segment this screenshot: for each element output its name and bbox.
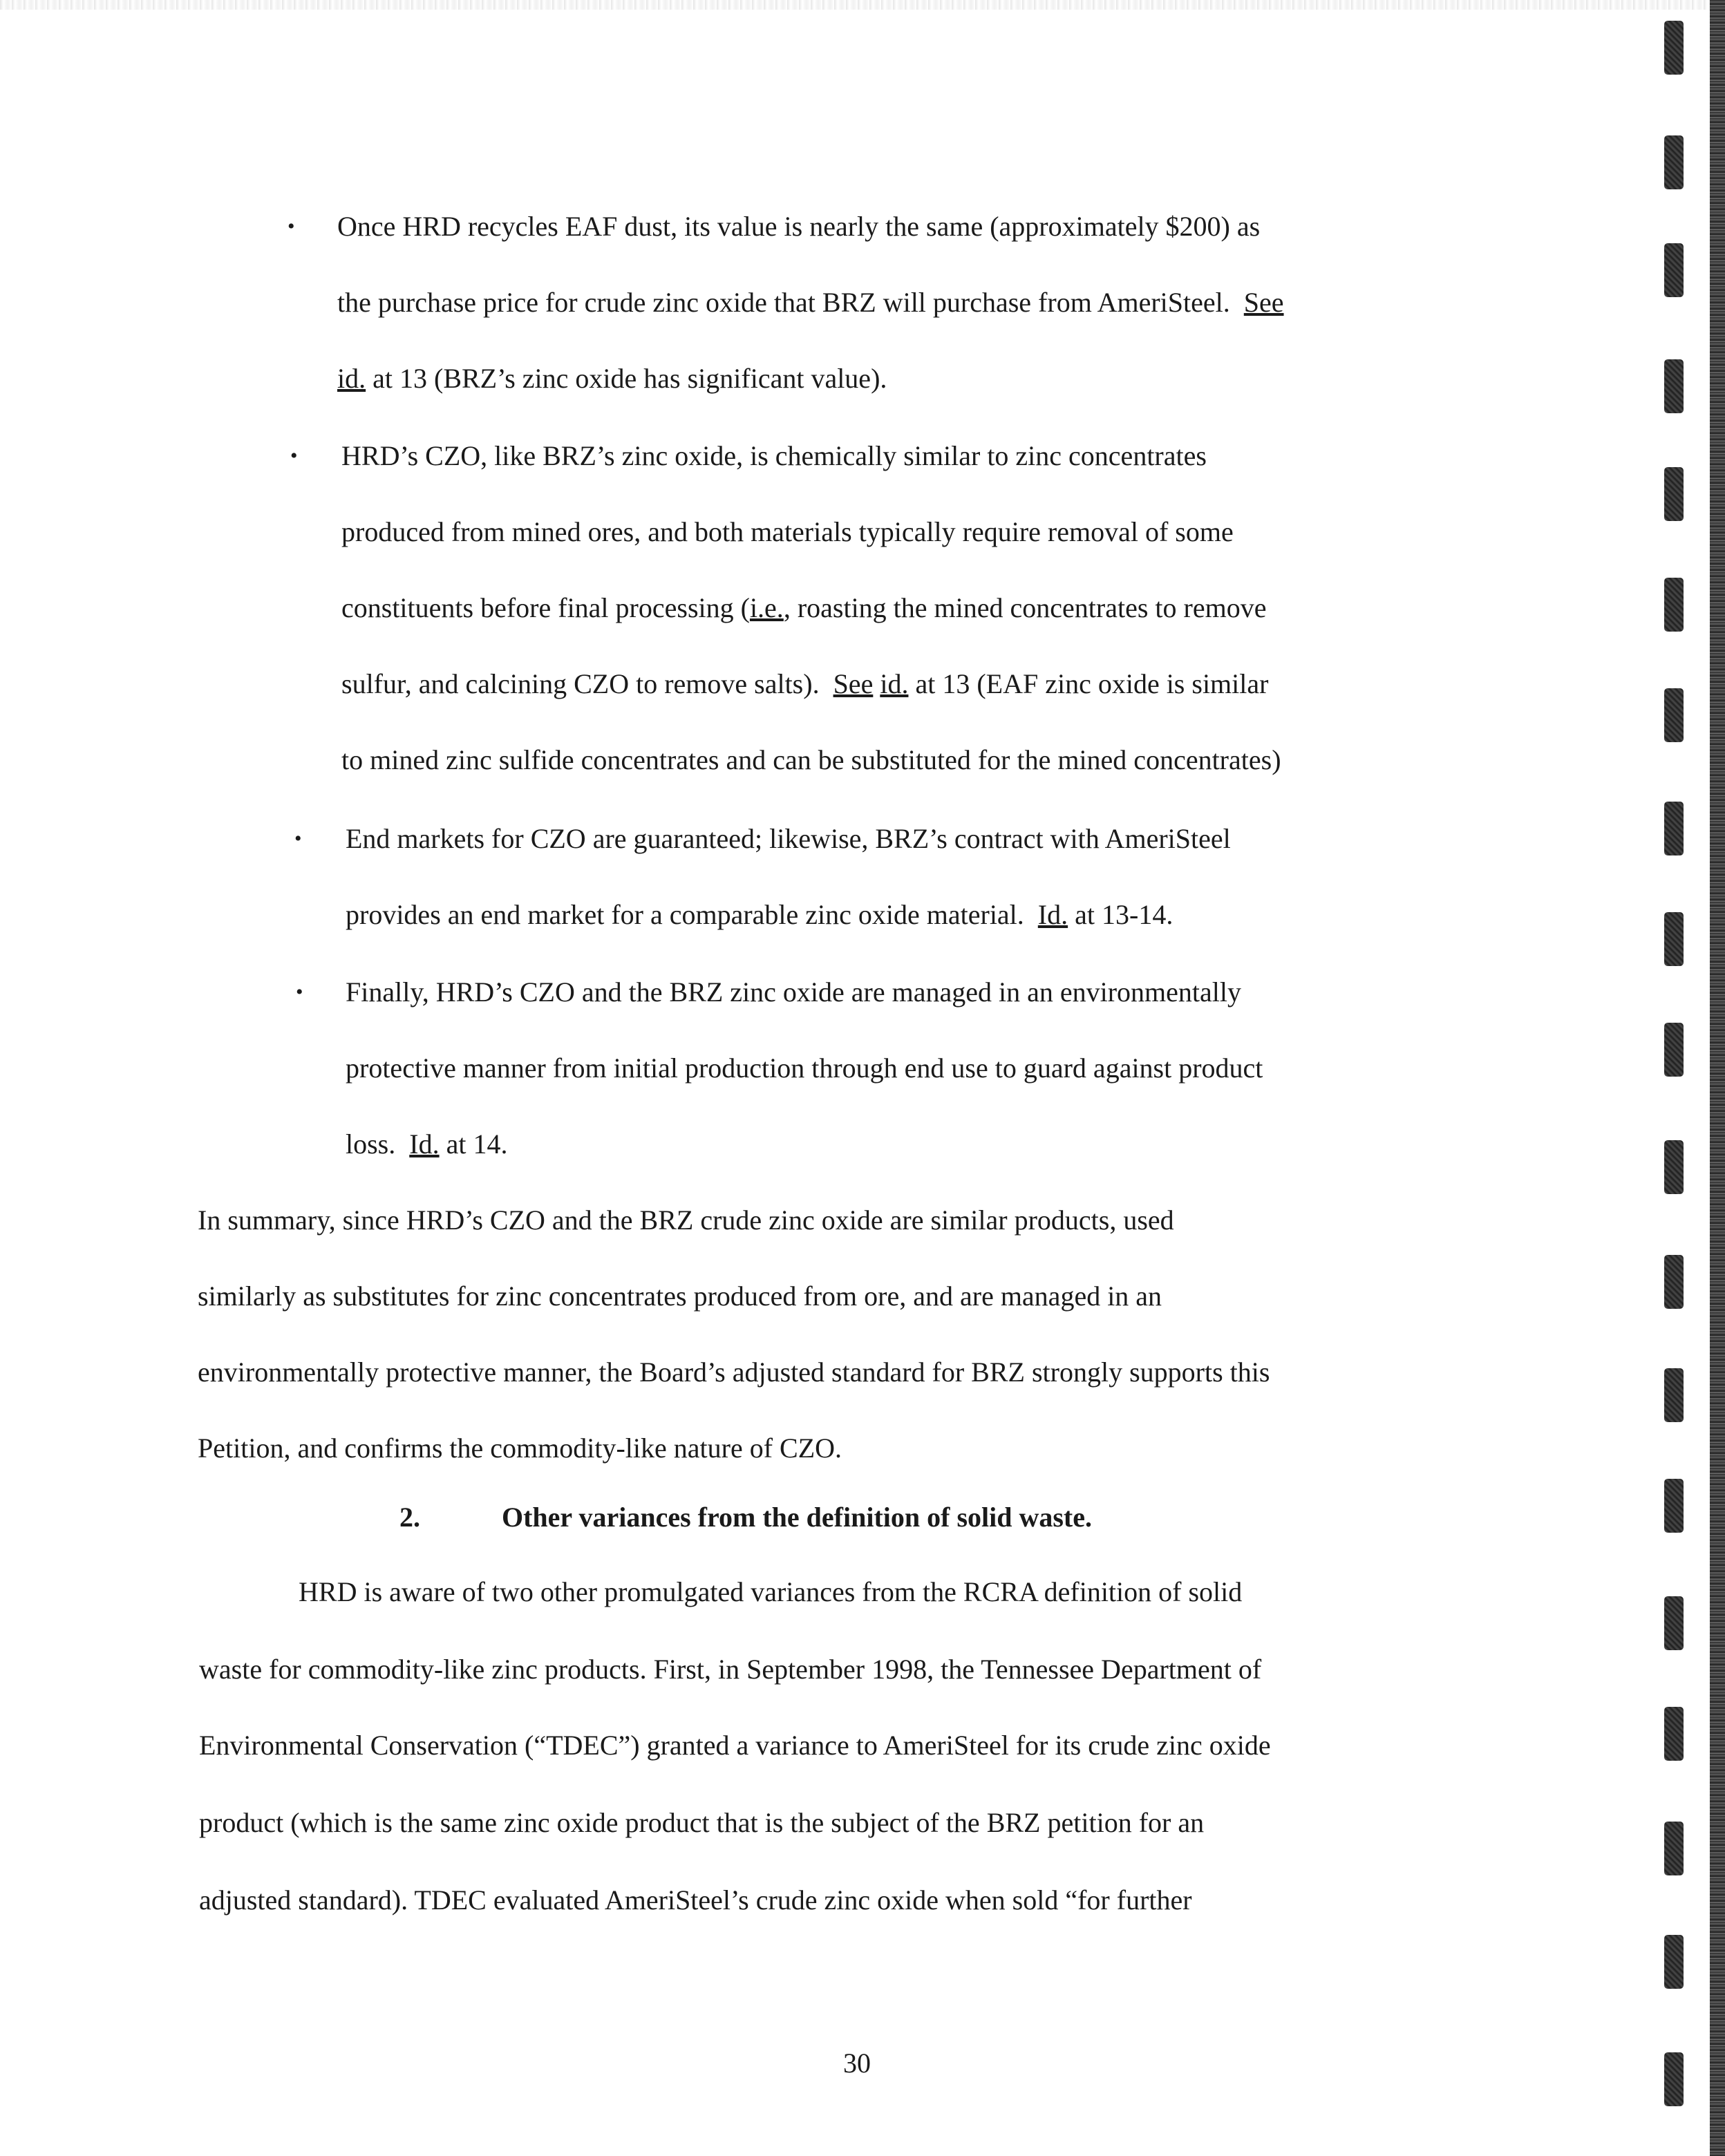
binder-hole: [1664, 912, 1684, 966]
bullet-marker: •: [288, 215, 295, 238]
binder-hole: [1664, 2052, 1684, 2106]
binder-hole: [1664, 1935, 1684, 1989]
binder-hole: [1664, 802, 1684, 855]
summary-line-3: environmentally protective manner, the Board’s adjusted standard for BRZ strongly supports this: [198, 1356, 1270, 1388]
binder-hole: [1664, 1255, 1684, 1309]
binder-hole: [1664, 135, 1684, 189]
bullet-4-line-2: protective manner from initial production through end use to guard against product: [346, 1052, 1263, 1084]
binder-hole: [1664, 1368, 1684, 1422]
bullet-4-line-1: Finally, HRD’s CZO and the BRZ zinc oxide are managed in an environmentally: [346, 976, 1241, 1008]
summary-line-4: Petition, and confirms the commodity-like nature of CZO.: [198, 1432, 842, 1464]
binder-hole: [1664, 21, 1684, 75]
binder-hole: [1664, 467, 1684, 521]
bullet-marker: •: [294, 827, 302, 850]
citation-see: See: [833, 668, 874, 699]
citation-id: id.: [880, 668, 909, 699]
section-title: Other variances from the definition of solid waste.: [502, 1502, 1093, 1533]
body-line-2: waste for commodity-like zinc products. First, in September 1998, the Tennessee Department of: [199, 1654, 1262, 1685]
binder-hole: [1664, 1596, 1684, 1650]
summary-line-1: In summary, since HRD’s CZO and the BRZ crude zinc oxide are similar products, used: [198, 1204, 1174, 1236]
bullet-2-line-1: HRD’s CZO, like BRZ’s zinc oxide, is chemically similar to zinc concentrates: [341, 440, 1207, 471]
bullet-marker: •: [296, 981, 303, 1003]
scan-edge: [1710, 0, 1725, 2156]
binder-hole: [1664, 578, 1684, 632]
body-line-3: Environmental Conservation (“TDEC”) granted a variance to AmeriSteel for its crude zinc oxide: [199, 1730, 1271, 1761]
bullet-1-line-1: Once HRD recycles EAF dust, its value is nearly the same (approximately $200) as: [337, 211, 1261, 242]
bullet-2-line-4: sulfur, and calcining CZO to remove salts). See id. at 13 (EAF zinc oxide is similar: [341, 668, 1269, 699]
binder-hole: [1664, 1707, 1684, 1761]
citation-id: id.: [337, 363, 366, 394]
body-line-5: adjusted standard). TDEC evaluated AmeriSteel’s crude zinc oxide when sold “for further: [199, 1884, 1192, 1916]
binder-hole: [1664, 1023, 1684, 1077]
binder-hole: [1664, 243, 1684, 297]
ie-abbrev: i.e.: [749, 592, 784, 623]
body-line-1: HRD is aware of two other promulgated variances from the RCRA definition of solid: [299, 1576, 1243, 1607]
bullet-1-line-3: id. at 13 (BRZ’s zinc oxide has significant value).: [337, 363, 887, 394]
bullet-4-line-3: loss. Id. at 14.: [346, 1128, 508, 1160]
citation-id: Id.: [1037, 899, 1068, 930]
citation-id: Id.: [409, 1128, 440, 1160]
summary-line-2: similarly as substitutes for zinc concentrates produced from ore, and are managed in an: [198, 1280, 1162, 1312]
bullet-marker: •: [290, 444, 298, 467]
binder-hole: [1664, 1822, 1684, 1875]
citation-see: See: [1243, 287, 1284, 318]
binder-hole: [1664, 1479, 1684, 1533]
binder-hole: [1664, 1140, 1684, 1194]
bullet-2-line-3: constituents before final processing (i.e., roasting the mined concentrates to remove: [341, 592, 1267, 623]
bullet-3-line-1: End markets for CZO are guaranteed; likewise, BRZ’s contract with AmeriSteel: [346, 823, 1231, 854]
bullet-3-line-2: provides an end market for a comparable zinc oxide material. Id. at 13-14.: [346, 899, 1173, 930]
bullet-1-line-2: the purchase price for crude zinc oxide that BRZ will purchase from AmeriSteel. See: [337, 287, 1284, 318]
scan-top-noise: [0, 0, 1725, 10]
binder-hole: [1664, 688, 1684, 742]
section-number: 2.: [399, 1502, 420, 1533]
bullet-2-line-2: produced from mined ores, and both materials typically require removal of some: [341, 516, 1234, 547]
binder-hole: [1664, 359, 1684, 413]
page-number: 30: [843, 2048, 871, 2079]
bullet-2-line-5: to mined zinc sulfide concentrates and can be substituted for the mined concentrates): [341, 744, 1281, 775]
body-line-4: product (which is the same zinc oxide product that is the subject of the BRZ petition for an: [199, 1807, 1205, 1838]
